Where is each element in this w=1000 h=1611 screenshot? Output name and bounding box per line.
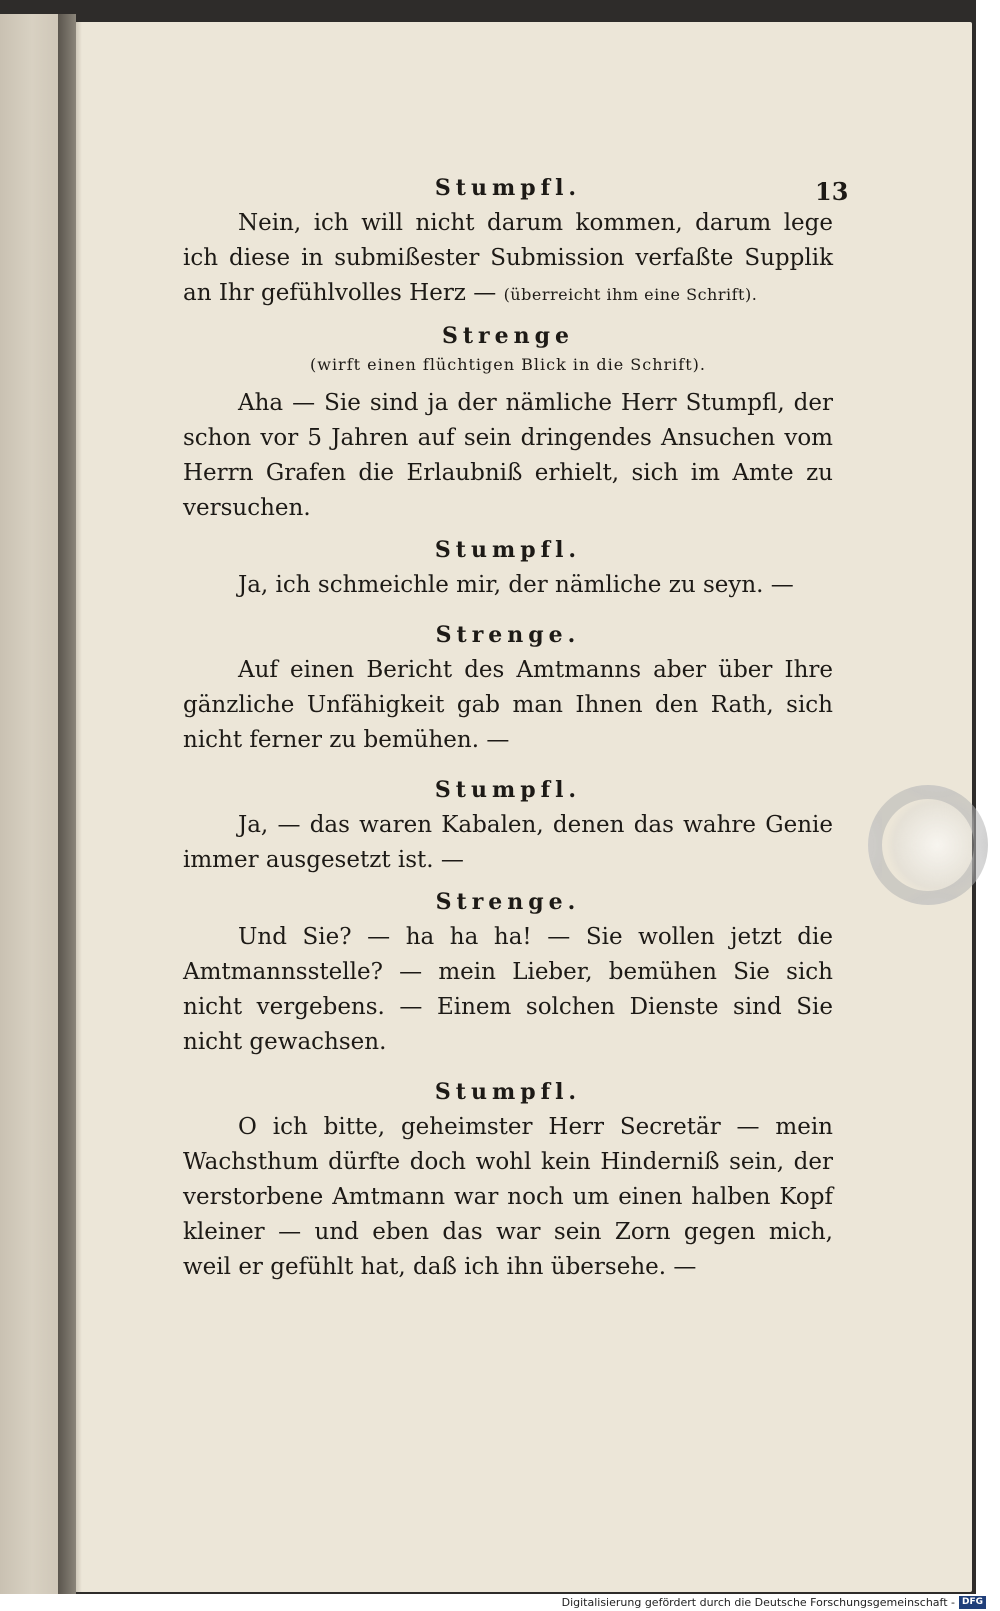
speaker-name: Stumpfl. xyxy=(434,1079,582,1105)
speech-body: Nein, ich will nicht darum kommen, darum lege ich diese in submißester Submission verfaßte Supplik an Ihr gefühlvolles Herz — xyxy=(183,210,833,306)
stage-direction: (wirft einen flüchtigen Blick in die Schrift). xyxy=(310,355,706,374)
spacer xyxy=(183,609,833,617)
speaker-name: Strenge xyxy=(441,323,574,349)
speaker-name: Stumpfl. xyxy=(434,537,582,563)
speech-text: Und Sie? — ha ha ha! — Sie wollen jetzt die Amtmannsstelle? — mein Lieber, bemühen Sie sich nicht vergebens. — Einem solchen Dienste sind Sie nicht gewachsen. xyxy=(183,924,833,1055)
speaker-name: Strenge. xyxy=(435,889,581,915)
speech-text: O ich bitte, geheimster Herr Secretär — mein Wachsthum dürfte doch wohl kein Hinderniß sein, der verstorbene Amtmann war noch um einen halben Kopf kleiner — und eben das war sein Zorn gegen mich, weil er gefühlt hat, daß ich ihn übersehe. — xyxy=(183,1114,833,1280)
footer-credit xyxy=(562,1596,986,1609)
speech-text: Auf einen Bericht des Amtmanns aber über Ihre gänzliche Unfähigkeit gab man Ihnen den Rath, sich nicht ferner zu bemühen. — xyxy=(183,657,833,753)
page-text xyxy=(183,170,833,1291)
glass-weight-glare xyxy=(868,785,988,905)
gutter-shadow xyxy=(58,14,76,1594)
page-edge-shading xyxy=(76,22,82,1592)
page-number: 13 xyxy=(815,177,849,206)
speech-text: Ja, ich schmeichle mir, der nämliche zu seyn. — xyxy=(238,572,794,598)
speech-text xyxy=(183,206,833,312)
dfg-logo: DFG xyxy=(959,1596,986,1609)
speech-text: Aha — Sie sind ja der nämliche Herr Stumpfl, der schon vor 5 Jahren auf sein dringendes Ansuchen vom Herrn Grafen die Erlaubniß erhielt, sich im Amte zu versuchen. xyxy=(183,390,833,521)
speaker-name: Strenge. xyxy=(435,622,581,648)
speaker-name: Stumpfl. xyxy=(434,175,582,201)
speech-text: Ja, — das waren Kabalen, denen das wahre Genie immer ausgesetzt ist. — xyxy=(183,812,833,873)
footer-text: Digitalisierung gefördert durch die Deutsche Forschungsgemeinschaft - xyxy=(561,1596,955,1609)
spacer xyxy=(183,1066,833,1074)
left-page-edge xyxy=(0,14,58,1594)
speaker-name: Stumpfl. xyxy=(434,777,582,803)
stage-direction: (überreicht ihm eine Schrift). xyxy=(503,285,758,304)
spacer xyxy=(183,764,833,772)
